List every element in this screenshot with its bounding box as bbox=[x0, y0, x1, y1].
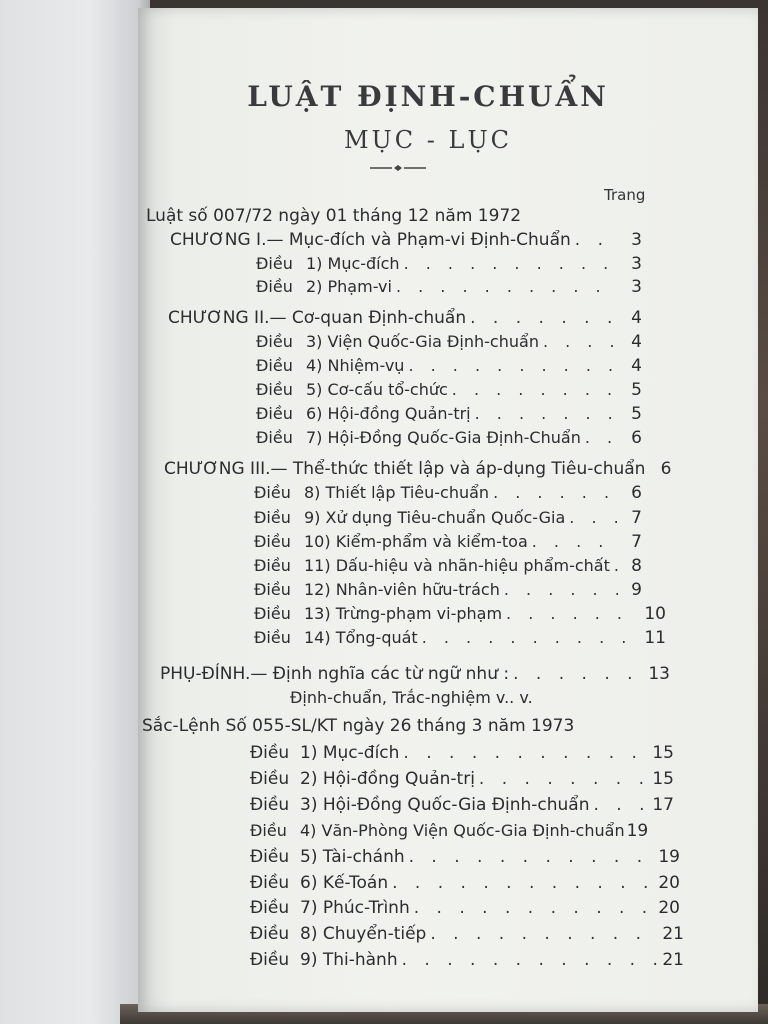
toc-article[interactable]: Điều 2) Hội-đồng Quản-trị . . . 15 bbox=[250, 769, 674, 789]
page-number: 6 bbox=[660, 459, 672, 479]
page-number: 7 bbox=[631, 532, 642, 552]
toc-article[interactable]: Điều 14) Tổng-quát . . . 11 bbox=[254, 628, 666, 648]
page-number: 8 bbox=[631, 556, 642, 576]
toc-article[interactable]: Điều 12) Nhân-viên hữu-trách . . . 9 bbox=[254, 580, 642, 600]
toc-article[interactable]: Điều 11) Dấu-hiệu và nhãn-hiệu phẩm-chất . . . 8 bbox=[254, 556, 642, 576]
toc-article[interactable]: Điều 7) Hội-Đồng Quốc-Gia Định-Chuẩn . . . 6 bbox=[256, 428, 642, 448]
toc-article[interactable]: Điều 1) Mục-đích . . . 3 bbox=[256, 254, 642, 274]
book-page bbox=[138, 8, 758, 1012]
page-number: 19 bbox=[626, 821, 649, 841]
page-number: 9 bbox=[631, 580, 642, 600]
book-title: LUẬT ĐỊNH-CHUẨN bbox=[247, 80, 609, 113]
toc-article[interactable]: Điều 9) Xử dụng Tiêu-chuẩn Quốc-Gia . . . 7 bbox=[254, 508, 642, 528]
page-number: 10 bbox=[644, 604, 666, 624]
facing-page bbox=[0, 0, 150, 1024]
ornament-divider-icon bbox=[368, 164, 428, 172]
page-number: 20 bbox=[658, 873, 680, 893]
toc-article[interactable]: Điều 2) Phạm-vi . . . 3 bbox=[256, 277, 642, 297]
toc-article[interactable]: Điều 8) Chuyển-tiếp . . . 21 bbox=[250, 924, 684, 944]
toc-article[interactable]: Điều 3) Hội-Đồng Quốc-Gia Định-chuẩn . . . 17 bbox=[250, 795, 674, 815]
toc-appendix[interactable]: PHỤ-ĐÍNH.— Định nghĩa các từ ngữ như : . . . 13 bbox=[160, 664, 670, 684]
page-number: 21 bbox=[662, 950, 684, 970]
toc-article[interactable]: Điều 5) Tài-chánh . . . 19 bbox=[250, 847, 680, 867]
toc-article[interactable]: Điều 4) Nhiệm-vụ . . . 4 bbox=[256, 356, 642, 376]
toc-article[interactable]: Điều 4) Văn-Phòng Viện Quốc-Gia Định-chuẩn 19 bbox=[250, 821, 649, 841]
page-number: 15 bbox=[652, 769, 674, 789]
page-number: 7 bbox=[631, 508, 642, 528]
page-number: 5 bbox=[631, 404, 642, 424]
page-number: 21 bbox=[662, 924, 684, 944]
toc-heading: MỤC - LỤC bbox=[343, 126, 513, 154]
page-number: 4 bbox=[631, 308, 642, 328]
page-number: 17 bbox=[652, 795, 674, 815]
page-number: 6 bbox=[631, 483, 642, 503]
page-number: 13 bbox=[648, 664, 670, 684]
page-number: 20 bbox=[658, 898, 680, 918]
page-number: 11 bbox=[644, 628, 666, 648]
toc-article[interactable]: Điều 10) Kiểm-phẩm và kiểm-toa . . . 7 bbox=[254, 532, 642, 552]
page-number: 19 bbox=[658, 847, 680, 867]
page-number: 3 bbox=[631, 230, 642, 250]
page-number: 6 bbox=[631, 428, 642, 448]
toc-article[interactable]: Điều 9) Thi-hành . . . 21 bbox=[250, 950, 684, 970]
law-heading: Luật số 007/72 ngày 01 tháng 12 năm 1972 bbox=[146, 206, 522, 226]
page-number: 4 bbox=[631, 332, 642, 352]
page-number: 4 bbox=[631, 356, 642, 376]
toc-article[interactable]: Điều 5) Cơ-cấu tổ-chức . . . 5 bbox=[256, 380, 642, 400]
toc-article[interactable]: Điều 1) Mục-đích . . . 15 bbox=[250, 743, 674, 763]
toc-article[interactable]: Điều 8) Thiết lập Tiêu-chuẩn . . . 6 bbox=[254, 483, 642, 503]
page-number: 3 bbox=[631, 254, 642, 274]
decree-heading: Sắc-Lệnh Số 055-SL/KT ngày 26 tháng 3 năm 1973 bbox=[142, 716, 575, 736]
toc-article[interactable]: Điều 6) Kế-Toán . . . 20 bbox=[250, 873, 680, 893]
toc-chapter[interactable]: CHƯƠNG III.— Thể-thức thiết lập và áp-dụng Tiêu-chuẩn 6 bbox=[164, 459, 672, 479]
toc-chapter[interactable]: CHƯƠNG II.— Cơ-quan Định-chuẩn . . . 4 bbox=[168, 308, 642, 328]
page-number: 5 bbox=[631, 380, 642, 400]
toc-article[interactable]: Điều 6) Hội-đồng Quản-trị . . . 5 bbox=[256, 404, 642, 424]
toc-article[interactable]: Điều 3) Viện Quốc-Gia Định-chuẩn . . . 4 bbox=[256, 332, 642, 352]
toc-article[interactable]: Điều 13) Trừng-phạm vi-phạm . . . 10 bbox=[254, 604, 666, 624]
toc-chapter[interactable]: CHƯƠNG I.— Mục-đích và Phạm-vi Định-Chuẩn . . . 3 bbox=[170, 230, 642, 250]
page-number: 3 bbox=[631, 277, 642, 297]
page-column-label: Trang bbox=[604, 186, 646, 204]
toc-appendix-line2: Định-chuẩn, Trắc-nghiệm v.. v. bbox=[290, 688, 533, 707]
toc-article[interactable]: Điều 7) Phúc-Trình . . . 20 bbox=[250, 898, 680, 918]
page-number: 15 bbox=[652, 743, 674, 763]
